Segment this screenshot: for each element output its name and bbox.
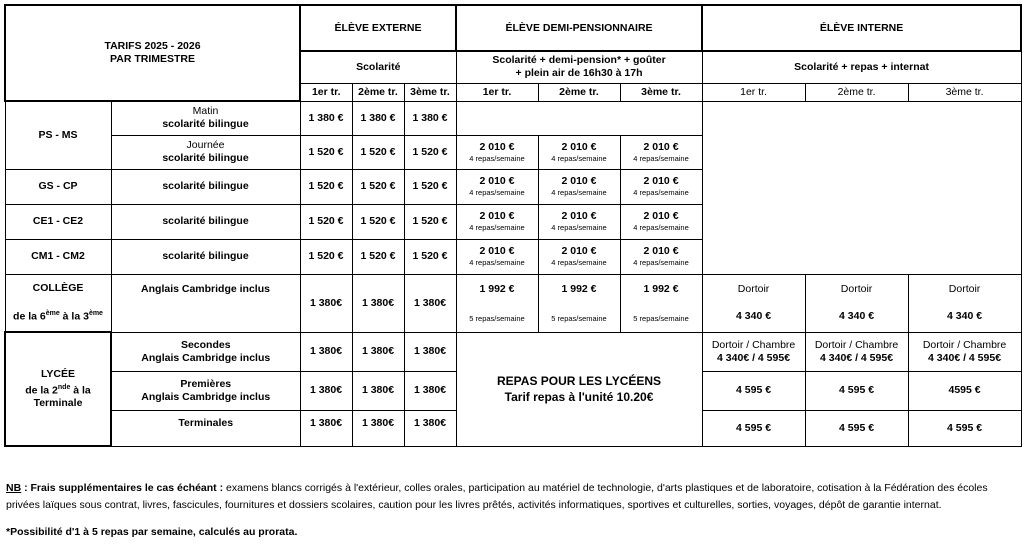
demi-cell: [456, 169, 538, 204]
interne-label: Dortoir: [840, 283, 873, 295]
demi-sub-line2: + plein air de 16h30 à 17h: [515, 67, 643, 80]
nb-text: examens blancs corrigés à l'extérieur, colles orales, participation au matériel de technologie, d'arts plastiques et de laboratoire, cotisation à la Fédération des écoles privées laïques sous contrat, livres, fascicules, fournitures et dossiers scolaires, caution pour les livres prêtés, activités informatiques, sportives et culturelles, sorties, voyages, dépôt de garantie internat.: [6, 482, 988, 511]
psms-journee: [111, 135, 300, 169]
demi-price: 2 010 €: [561, 210, 597, 222]
price-cell: 1 520 €: [300, 204, 352, 239]
lycee-label-l3: Terminale: [33, 397, 83, 410]
interne-cell: [908, 274, 1021, 332]
demi-note: 4 repas/semaine: [633, 223, 689, 232]
cm-sub: scolarité bilingue: [111, 239, 300, 274]
demi-cell: [538, 239, 620, 274]
interne-cell: [805, 274, 908, 332]
demi-price: 2 010 €: [643, 245, 679, 257]
price-cell: 1 380€: [352, 371, 404, 410]
row-label-ce: CE1 - CE2: [5, 204, 111, 239]
row-label-gscp: GS - CP: [5, 169, 111, 204]
demi-price: 2 010 €: [479, 210, 515, 222]
price-cell: 1 380€: [404, 332, 456, 371]
price-cell: 1 380€: [300, 274, 352, 332]
externe-sub: Scolarité: [300, 51, 456, 83]
demi-price: 2 010 €: [479, 175, 515, 187]
premieres-l2: Anglais Cambridge inclus: [141, 390, 271, 403]
interne-label: Dortoir / Chambre: [922, 338, 1007, 351]
demi-sub-line1: Scolarité + demi-pension* + goûter: [492, 54, 666, 67]
interne-price: 4595 €: [908, 371, 1021, 410]
demi-cell: [620, 169, 702, 204]
demi-cell: [620, 239, 702, 274]
demi-cell: [538, 169, 620, 204]
premieres-cell: [111, 371, 300, 410]
interne-price: 4 340 €: [947, 310, 983, 322]
title-line1: TARIFS 2025 - 2026: [104, 40, 201, 52]
demi-t1: 1er tr.: [456, 83, 538, 101]
demi-price: 2 010 €: [561, 140, 597, 153]
price-cell: 1 380€: [300, 371, 352, 410]
demi-note: 4 repas/semaine: [469, 223, 525, 232]
demi-cell: [456, 274, 538, 332]
demi-cell: [456, 135, 538, 169]
nb-label: NB: [6, 482, 22, 494]
notes: [6, 480, 1016, 541]
lycee-label-l1: LYCÉE: [40, 367, 76, 380]
psms-matin-l1: Matin: [192, 105, 219, 118]
price-cell: 1 380€: [300, 410, 352, 446]
repas-lyceens: [456, 332, 702, 446]
row-label-college: [5, 274, 111, 332]
header-externe: ÉLÈVE EXTERNE: [300, 5, 456, 51]
tarifs-table: [4, 4, 1022, 447]
price-cell: 1 380€: [300, 332, 352, 371]
psms-journee-l1: Journée: [186, 139, 225, 151]
price-cell: 1 380€: [404, 371, 456, 410]
interne-price: 4 340€ / 4 595€: [820, 351, 894, 364]
psms-matin-l2: scolarité bilingue: [162, 118, 249, 131]
interne-price: 4 340 €: [736, 310, 772, 322]
lycee-label-l2: de la 2nde à la: [25, 383, 91, 397]
externe-t3: 3ème tr.: [404, 83, 456, 101]
empty-cell: [456, 101, 702, 135]
price-cell: 1 520 €: [300, 169, 352, 204]
secondes-l1: Secondes: [180, 338, 231, 351]
price-cell: 1 380 €: [352, 101, 404, 135]
nb-paragraph: [6, 480, 1016, 514]
demi-note: 4 repas/semaine: [551, 153, 607, 163]
secondes-l2: Anglais Cambridge inclus: [141, 351, 271, 364]
price-cell: 1 520 €: [404, 169, 456, 204]
interne-price: 4 595 €: [805, 410, 908, 446]
price-cell: 1 520 €: [300, 135, 352, 169]
demi-note: 4 repas/semaine: [633, 188, 689, 197]
demi-price: 2 010 €: [643, 175, 679, 187]
demi-price: 2 010 €: [561, 175, 597, 187]
demi-price: 1 992 €: [561, 282, 597, 295]
externe-t2: 2ème tr.: [352, 83, 404, 101]
demi-cell: [538, 274, 620, 332]
repas-l1: REPAS POUR LES LYCÉENS: [497, 374, 662, 388]
interne-price: 4 340 €: [839, 310, 875, 322]
externe-t1: 1er tr.: [300, 83, 352, 101]
interne-t3: 3ème tr.: [908, 83, 1021, 101]
price-cell: 1 380 €: [300, 101, 352, 135]
demi-note: 4 repas/semaine: [633, 153, 689, 163]
demi-note: 4 repas/semaine: [469, 153, 525, 163]
interne-t1: 1er tr.: [702, 83, 805, 101]
row-label-psms: PS - MS: [5, 101, 111, 169]
premieres-l1: Premières: [180, 377, 232, 390]
interne-price: 4 595 €: [908, 410, 1021, 446]
demi-cell: [538, 204, 620, 239]
demi-note: 5 repas/semaine: [551, 313, 607, 323]
price-cell: 1 380€: [352, 274, 404, 332]
demi-cell: [456, 204, 538, 239]
demi-price: 2 010 €: [561, 245, 597, 257]
price-cell: 1 380 €: [404, 101, 456, 135]
table-title: [5, 5, 300, 101]
price-cell: 1 520 €: [352, 239, 404, 274]
college-range: de la 6ème à la 3ème: [13, 310, 103, 323]
demi-note: 4 repas/semaine: [469, 258, 525, 267]
price-cell: 1 380€: [404, 274, 456, 332]
college-sub: Anglais Cambridge inclus: [111, 274, 300, 332]
interne-label: Dortoir / Chambre: [814, 338, 899, 351]
title-line2: PAR TRIMESTRE: [110, 53, 195, 65]
terminales-cell: Terminales: [111, 410, 300, 446]
interne-cell: [908, 332, 1021, 371]
interne-price: 4 595 €: [805, 371, 908, 410]
demi-price: 2 010 €: [479, 245, 515, 257]
demi-price: 2 010 €: [479, 140, 515, 153]
demi-sub: [456, 51, 702, 83]
nb-title: : Frais supplémentaires le cas échéant :: [21, 482, 224, 494]
interne-cell: [805, 332, 908, 371]
header-interne: ÉLÈVE INTERNE: [702, 5, 1021, 51]
repas-l2: Tarif repas à l'unité 10.20€: [504, 390, 654, 404]
demi-cell: [620, 135, 702, 169]
interne-price: 4 595 €: [702, 371, 805, 410]
row-label-lycee: [5, 332, 111, 446]
price-cell: 1 380€: [404, 410, 456, 446]
price-cell: 1 520 €: [404, 239, 456, 274]
demi-price: 1 992 €: [479, 282, 515, 295]
price-cell: 1 380€: [352, 332, 404, 371]
star-note: *Possibilité d'1 à 5 repas par semaine, calculés au prorata.: [6, 526, 298, 538]
interne-label: Dortoir: [948, 283, 981, 295]
demi-note: 5 repas/semaine: [633, 313, 689, 323]
gscp-sub: scolarité bilingue: [111, 169, 300, 204]
demi-price: 1 992 €: [643, 282, 679, 295]
demi-note: 4 repas/semaine: [469, 188, 525, 197]
interne-cell: [702, 332, 805, 371]
demi-cell: [456, 239, 538, 274]
demi-price: 2 010 €: [643, 140, 679, 153]
demi-cell: [620, 204, 702, 239]
row-label-cm: CM1 - CM2: [5, 239, 111, 274]
demi-note: 4 repas/semaine: [551, 188, 607, 197]
interne-price: 4 340€ / 4 595€: [717, 351, 791, 364]
interne-t2: 2ème tr.: [805, 83, 908, 101]
price-cell: 1 520 €: [404, 204, 456, 239]
psms-matin: [111, 101, 300, 135]
price-cell: 1 520 €: [300, 239, 352, 274]
interne-sub: Scolarité + repas + internat: [702, 51, 1021, 83]
price-cell: 1 520 €: [352, 204, 404, 239]
interne-label: Dortoir / Chambre: [711, 338, 796, 351]
price-cell: 1 520 €: [352, 135, 404, 169]
psms-journee-l2: scolarité bilingue: [162, 152, 249, 164]
price-cell: 1 520 €: [404, 135, 456, 169]
college-label: COLLÈGE: [32, 282, 84, 294]
interne-label: Dortoir: [737, 283, 770, 295]
empty-interne-block: [702, 101, 1021, 274]
header-demi: ÉLÈVE DEMI-PENSIONNAIRE: [456, 5, 702, 51]
ce-sub: scolarité bilingue: [111, 204, 300, 239]
secondes-cell: [111, 332, 300, 371]
interne-price: 4 340€ / 4 595€: [928, 351, 1002, 364]
demi-cell: [620, 274, 702, 332]
demi-note: 5 repas/semaine: [469, 313, 525, 323]
demi-note: 4 repas/semaine: [551, 258, 607, 267]
price-cell: 1 520 €: [352, 169, 404, 204]
demi-t2: 2ème tr.: [538, 83, 620, 101]
demi-t3: 3ème tr.: [620, 83, 702, 101]
demi-cell: [538, 135, 620, 169]
interne-price: 4 595 €: [702, 410, 805, 446]
demi-note: 4 repas/semaine: [633, 258, 689, 267]
price-cell: 1 380€: [352, 410, 404, 446]
demi-price: 2 010 €: [643, 210, 679, 222]
interne-cell: [702, 274, 805, 332]
demi-note: 4 repas/semaine: [551, 223, 607, 232]
